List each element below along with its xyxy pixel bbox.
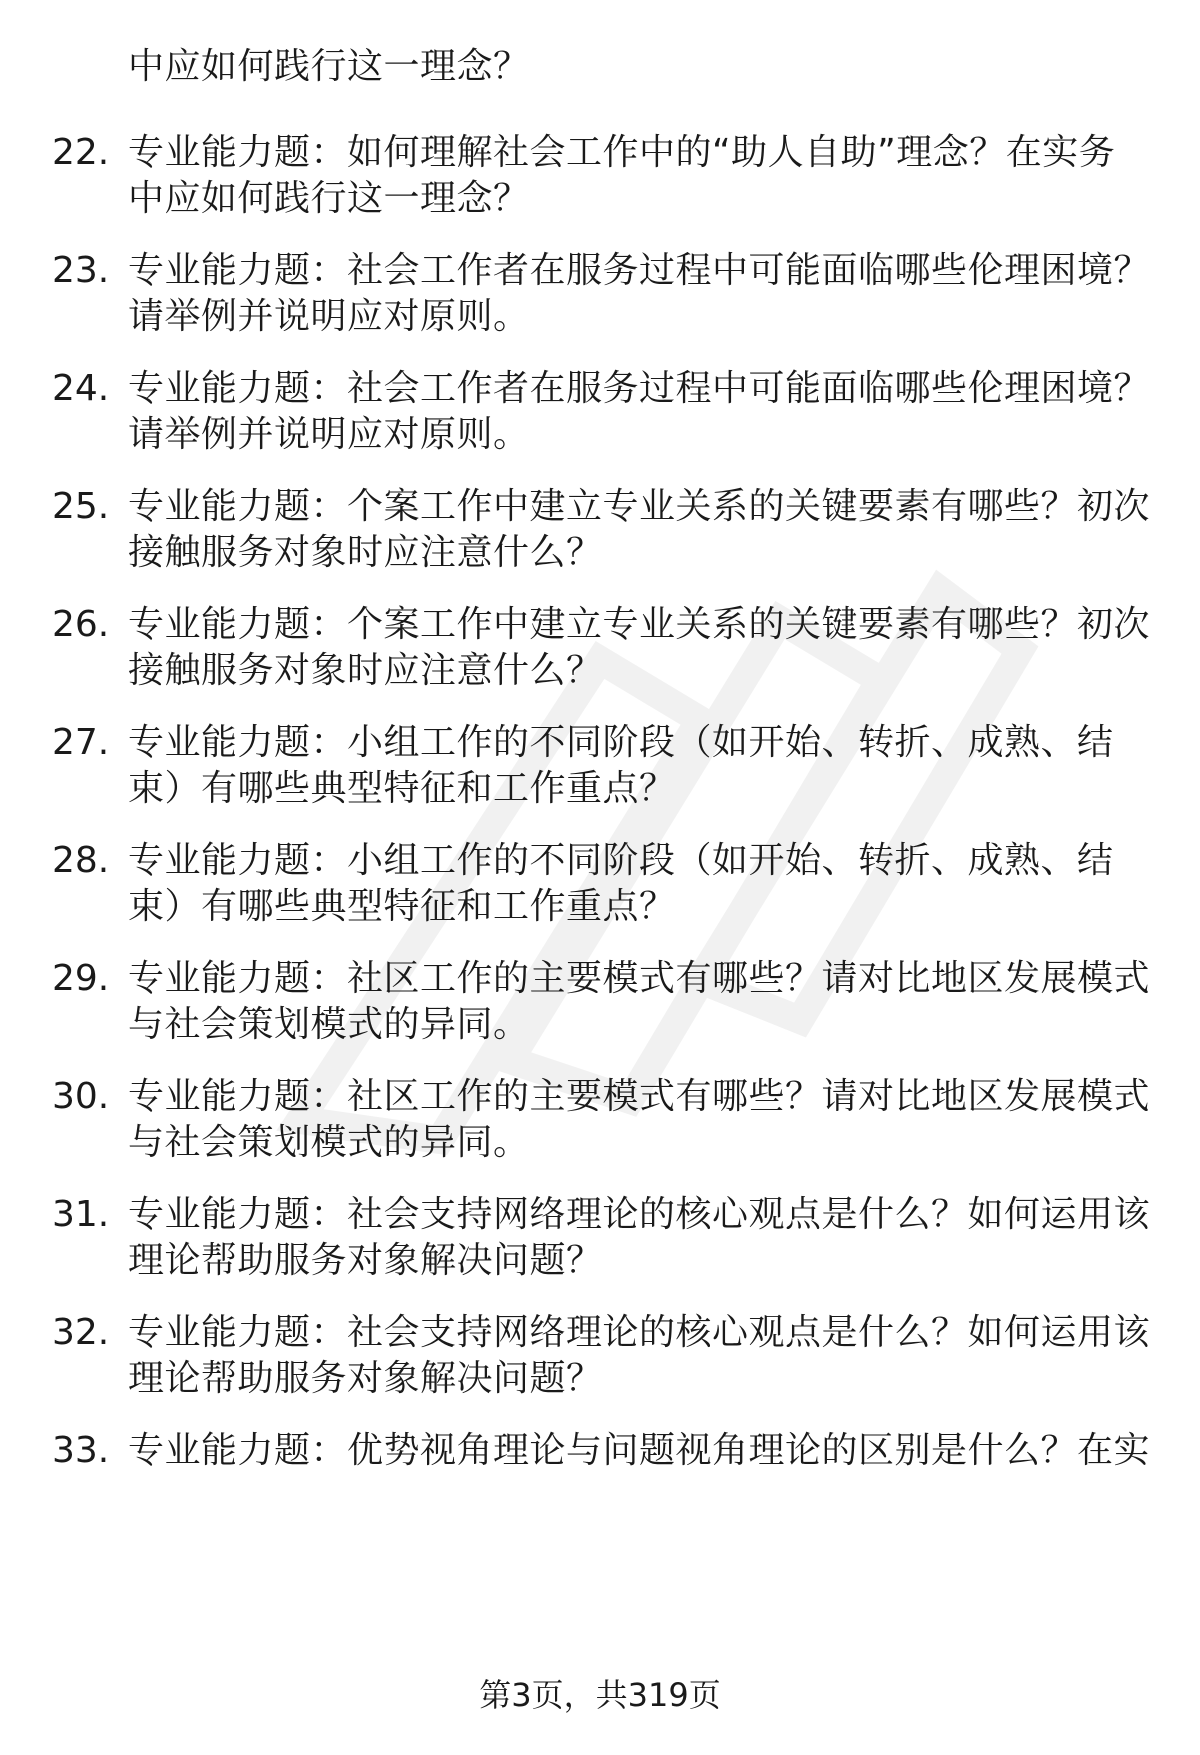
item-number: 25. [52, 486, 110, 527]
item-text-line1: 专业能力题：个案工作中建立专业关系的关键要素有哪些？初次 [128, 486, 1151, 527]
item-text-line2: 束）有哪些典型特征和工作重点？ [128, 768, 676, 809]
item-text-line2: 与社会策划模式的异同。 [128, 1004, 530, 1045]
item-text-line2: 中应如何践行这一理念？ [128, 178, 530, 219]
item-text-line1: 专业能力题：社区工作的主要模式有哪些？请对比地区发展模式 [128, 958, 1151, 999]
item-number: 24. [52, 368, 110, 409]
item-number: 23. [52, 250, 110, 291]
item-text-line2: 理论帮助服务对象解决问题？ [128, 1240, 603, 1281]
item-text-line1: 专业能力题：优势视角理论与问题视角理论的区别是什么？在实 [128, 1430, 1151, 1471]
item-number: 29. [52, 958, 110, 999]
item-text-line1: 专业能力题：社会工作者在服务过程中可能面临哪些伦理困境？ [128, 250, 1151, 291]
item-text-line2: 请举例并说明应对原则。 [128, 414, 530, 455]
item-text-line2: 请举例并说明应对原则。 [128, 296, 530, 337]
item-text-line2: 与社会策划模式的异同。 [128, 1122, 530, 1163]
page-footer: 第3页，共319页 [479, 1676, 721, 1714]
item-number: 30. [52, 1076, 110, 1117]
item-text-line2: 理论帮助服务对象解决问题？ [128, 1358, 603, 1399]
item-number: 26. [52, 604, 110, 645]
item-text-line1: 专业能力题：社会支持网络理论的核心观点是什么？如何运用该 [128, 1194, 1151, 1235]
item-number: 33. [52, 1430, 110, 1471]
item-number: 22. [52, 132, 110, 173]
item-text-line2: 束）有哪些典型特征和工作重点？ [128, 886, 676, 927]
item-number: 28. [52, 840, 110, 881]
item-text-line1: 专业能力题：个案工作中建立专业关系的关键要素有哪些？初次 [128, 604, 1151, 645]
item-text-line2: 接触服务对象时应注意什么？ [128, 650, 603, 691]
item-text-line1: 专业能力题：小组工作的不同阶段（如开始、转折、成熟、结 [128, 840, 1114, 881]
item-number: 32. [52, 1312, 110, 1353]
item-text-line1: 专业能力题：小组工作的不同阶段（如开始、转折、成熟、结 [128, 722, 1114, 763]
item-text-line2: 接触服务对象时应注意什么？ [128, 532, 603, 573]
item-text-line1: 专业能力题：如何理解社会工作中的“助人自助”理念？在实务 [128, 132, 1116, 173]
item-number: 31. [52, 1194, 110, 1235]
item-text-line1: 专业能力题：社会支持网络理论的核心观点是什么？如何运用该 [128, 1312, 1151, 1353]
item-number: 27. [52, 722, 110, 763]
item-text-line1: 专业能力题：社会工作者在服务过程中可能面临哪些伦理困境？ [128, 368, 1151, 409]
item-text-line1: 专业能力题：社区工作的主要模式有哪些？请对比地区发展模式 [128, 1076, 1151, 1117]
continuation-line: 中应如何践行这一理念？ [128, 46, 530, 87]
